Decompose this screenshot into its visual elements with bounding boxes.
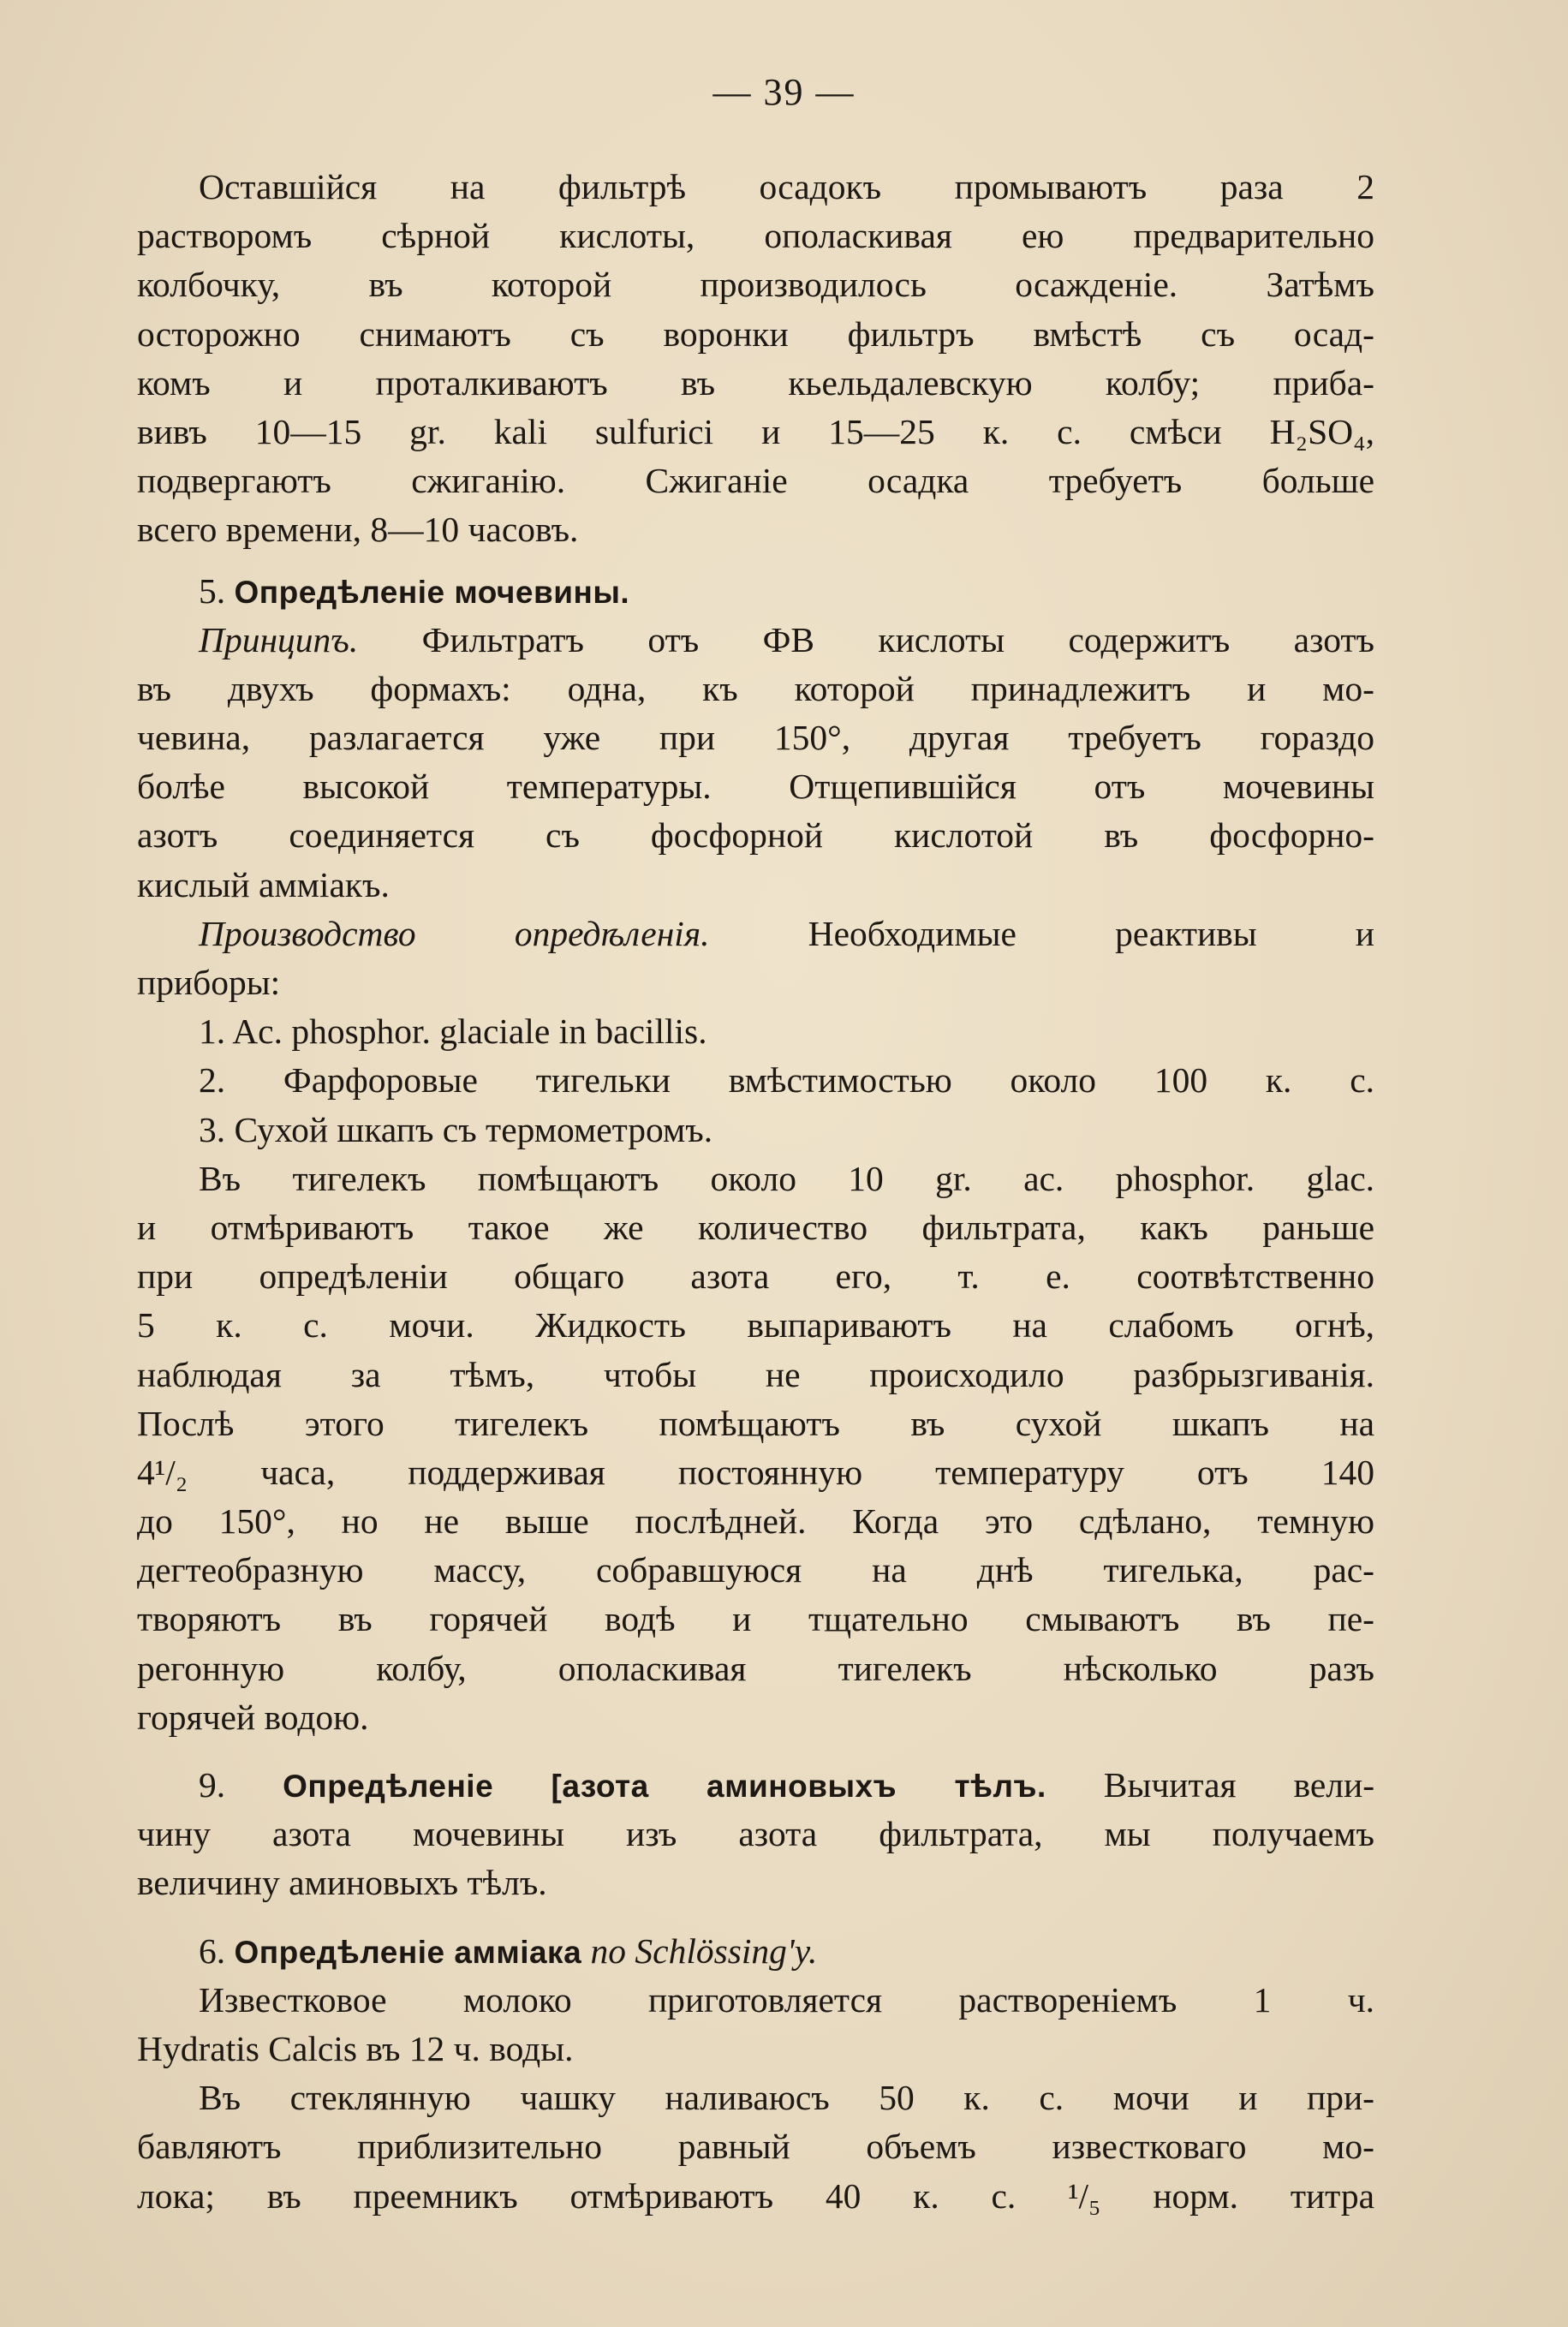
section-title: Опредѣленіе [азота аминовыхъ тѣлъ. [283,1769,1046,1804]
procedure-label: Производство опредѣленія. [199,913,710,953]
text-line: растворомъ сѣрной кислоты, ополаскивая ею предварительно [137,216,1374,256]
text-line: величину аминовыхъ тѣлъ. [137,1863,547,1903]
text-line: подвергаютъ сжиганію. Сжиганіе осадка требуетъ больше [137,461,1374,501]
text-line: комъ и проталкиваютъ въ кьельдалевскую колбу; приба- [137,362,1374,403]
section-title: Опредѣленіе мочевины. [234,574,630,610]
text-line: Послѣ этого тигелекъ помѣщаютъ въ сухой шкапъ на [137,1403,1374,1443]
text-line: Въ тигелекъ помѣщаютъ около 10 gr. ac. phosphor. glac. [199,1158,1374,1198]
text-line: Производство опредѣленія. Необходимые реактивы и [199,913,1375,953]
section-heading [137,567,1374,616]
text-line: Въ стеклянную чашку наливаюсъ 50 к. с. мочи и при- [199,2078,1374,2118]
text-line: при опредѣленіи общаго азота его, т. е. соотвѣтственно [137,1256,1374,1297]
text-line: дегтеобразную массу, собравшуюся на днѣ тигелька, рас- [137,1550,1374,1590]
section-heading [137,1927,1374,1976]
text-line: вивъ 10—15 gr. kali sulfurici и 15—25 к. с. смѣси H₂SO₄, [137,411,1374,451]
text-line: всего времени, 8—10 часовъ. [137,510,579,550]
paragraph-filter-residue [137,163,1374,555]
text-line: въ двухъ формахъ: одна, къ которой принадлежитъ и мо- [137,668,1374,708]
text-line: творяютъ въ горячей водѣ и тщательно смываютъ въ пе- [137,1599,1374,1639]
text-line: Оставшійся на фильтрѣ осадокъ промываютъ раза 2 [199,167,1374,206]
text-line: колбочку, въ которой производилось осажденіе. Затѣмъ [137,265,1374,305]
page-text [137,163,1374,2221]
section-urea [137,567,1374,1743]
section-number: 6. [199,1930,226,1971]
section-number: 9. [199,1765,226,1805]
text-line: лока; въ преемникъ отмѣриваютъ 40 к. с. ¹/₅ норм. титра [137,2175,1374,2216]
section-amine-nitrogen [137,1761,1374,1908]
text-line: регонную колбу, ополаскивая тигелекъ нѣсколько разъ [137,1648,1374,1688]
text-line: чевина, разлагается уже при 150°, другая требуетъ гораздо [137,718,1374,758]
text-line: наблюдая за тѣмъ, чтобы не происходило разбрызгиванія. [137,1354,1374,1394]
list-item: 1. Ac. phosphor. glaciale in bacillis. [199,1011,707,1052]
list-item: 2. Фарфоровые тигельки вмѣстимостью около 100 к. с. [199,1060,1374,1101]
text-line: горячей водою. [137,1697,369,1737]
section-title-italic: по Schlössing'y. [590,1930,818,1971]
text-line: до 150°, но не выше послѣдней. Когда это сдѣлано, темную [137,1501,1374,1542]
section-title: Опредѣленіе амміака [234,1934,582,1970]
text-line: болѣе высокой температуры. Отщепившійся отъ мочевины [137,767,1374,807]
text-line: бавляютъ приблизительно равный объемъ известковаго мо- [137,2127,1374,2167]
principle-label: Принципъ. [199,619,359,659]
text-line: приборы: [137,963,281,1002]
text-line: и отмѣриваютъ такое же количество фильтрата, какъ раньше [137,1207,1374,1247]
section-ammonia [137,1927,1374,2221]
text-line: Принципъ. Фильтратъ отъ ФВ кислоты содержитъ азотъ [199,619,1375,659]
text-line: азотъ соединяется съ фосфорной кислотой въ фосфорно- [137,815,1374,856]
text-line: кислый амміакъ. [137,864,390,904]
text-line: 5 к. с. мочи. Жидкость выпариваютъ на слабомъ огнѣ, [137,1305,1374,1345]
section-number: 5. [199,570,226,611]
text-line: Hydratis Calcis въ 12 ч. воды. [137,2028,574,2068]
text-line: 9. Опредѣленіе [азота аминовыхъ тѣлъ. Вычитая вели- [199,1765,1375,1805]
list-item: 3. Сухой шкапъ съ термометромъ. [199,1109,713,1149]
page-number: — 39 — [712,71,856,113]
text-line: Известковое молоко приготовляется раствореніемъ 1 ч. [199,1979,1374,2020]
text-line: чину азота мочевины изъ азота фильтрата, мы получаемъ [137,1814,1374,1854]
text-line: 4¹/₂ часа, поддерживая постоянную температуру отъ 140 [137,1452,1374,1492]
text-line: осторожно снимаютъ съ воронки фильтръ вмѣстѣ съ осад- [137,313,1374,354]
